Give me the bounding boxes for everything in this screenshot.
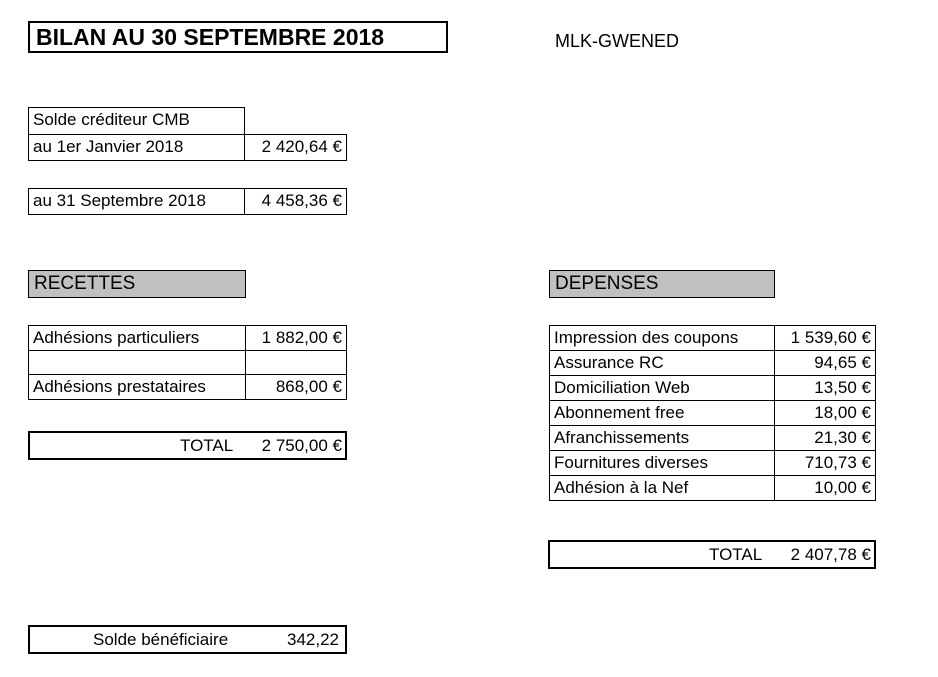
depenses-row-label: Assurance RC bbox=[550, 351, 775, 376]
benefice-label: Solde bénéficiaire bbox=[93, 630, 229, 649]
table-row bbox=[29, 351, 347, 375]
depenses-table bbox=[549, 325, 876, 501]
table-row bbox=[29, 326, 347, 351]
depenses-total-label: TOTAL bbox=[709, 545, 763, 564]
table-row bbox=[550, 476, 876, 501]
table-row bbox=[550, 451, 876, 476]
solde-heading: Solde créditeur CMB bbox=[28, 107, 245, 135]
recettes-header: RECETTES bbox=[28, 270, 246, 298]
recettes-row-label bbox=[29, 351, 246, 375]
depenses-row-label: Fournitures diverses bbox=[550, 451, 775, 476]
depenses-row-label: Impression des coupons bbox=[550, 326, 775, 351]
solde-end-value: 4 458,36 € bbox=[244, 188, 347, 215]
table-row bbox=[550, 426, 876, 451]
benefice-value: 342,22 bbox=[287, 630, 339, 649]
recettes-total-box bbox=[28, 431, 347, 460]
recettes-row-value: 1 882,00 € bbox=[246, 326, 347, 351]
benefice-box bbox=[28, 625, 347, 654]
depenses-row-value: 1 539,60 € bbox=[775, 326, 876, 351]
depenses-total-box bbox=[548, 540, 876, 569]
solde-end-label: au 31 Septembre 2018 bbox=[28, 188, 245, 215]
recettes-row-label: Adhésions particuliers bbox=[29, 326, 246, 351]
depenses-row-label: Afranchissements bbox=[550, 426, 775, 451]
table-row bbox=[550, 326, 876, 351]
depenses-row-label: Domiciliation Web bbox=[550, 376, 775, 401]
depenses-row-label: Abonnement free bbox=[550, 401, 775, 426]
depenses-row-value: 18,00 € bbox=[775, 401, 876, 426]
recettes-total-label: TOTAL bbox=[180, 436, 234, 455]
table-row bbox=[29, 375, 347, 400]
table-row bbox=[550, 351, 876, 376]
page-title: BILAN AU 30 SEPTEMBRE 2018 bbox=[28, 21, 448, 53]
recettes-row-label: Adhésions prestataires bbox=[29, 375, 246, 400]
table-row bbox=[550, 401, 876, 426]
recettes-row-value bbox=[246, 351, 347, 375]
table-row bbox=[550, 376, 876, 401]
depenses-row-value: 710,73 € bbox=[775, 451, 876, 476]
recettes-table bbox=[28, 325, 347, 400]
recettes-total-value: 2 750,00 € bbox=[261, 436, 342, 455]
solde-start-label: au 1er Janvier 2018 bbox=[28, 134, 245, 161]
depenses-row-value: 94,65 € bbox=[775, 351, 876, 376]
depenses-row-value: 10,00 € bbox=[775, 476, 876, 501]
depenses-total-value: 2 407,78 € bbox=[790, 545, 871, 564]
depenses-row-value: 21,30 € bbox=[775, 426, 876, 451]
depenses-row-value: 13,50 € bbox=[775, 376, 876, 401]
organization-name: MLK-GWENED bbox=[555, 31, 680, 51]
solde-start-value: 2 420,64 € bbox=[244, 134, 347, 161]
recettes-row-value: 868,00 € bbox=[246, 375, 347, 400]
depenses-row-label: Adhésion à la Nef bbox=[550, 476, 775, 501]
depenses-header: DEPENSES bbox=[549, 270, 775, 298]
